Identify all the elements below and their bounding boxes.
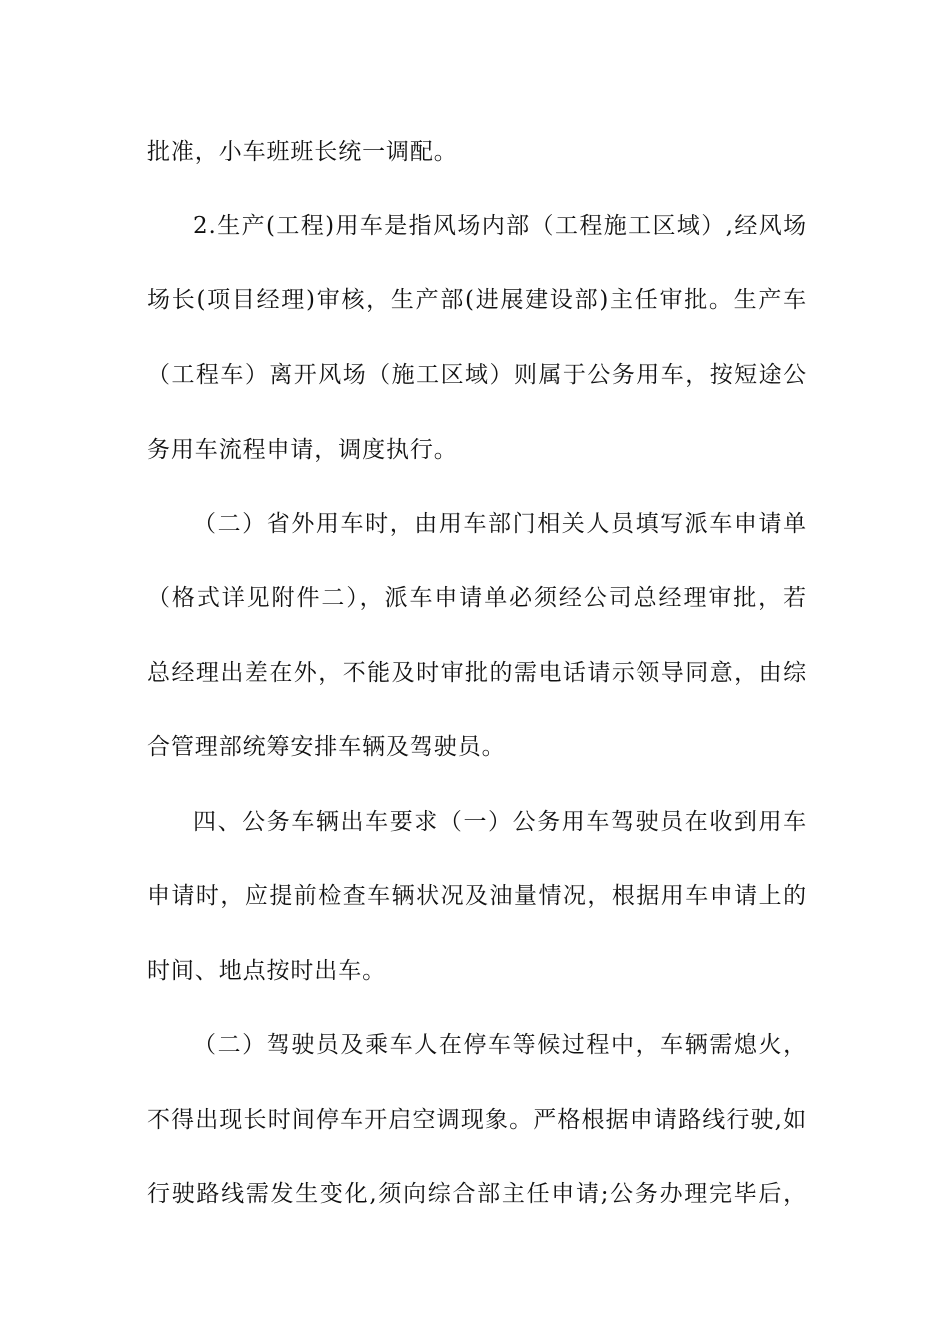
text-line: （工程车）离开风场（施工区域）则属于公务用车，按短途公 bbox=[147, 362, 807, 388]
text-line: （格式详见附件二），派车申请单必须经公司总经理审批，若 bbox=[147, 585, 807, 611]
text-line: 行驶路线需发生变化,须向综合部主任申请;公务办理完毕后， bbox=[147, 1181, 807, 1207]
text-line: 不得出现长时间停车开启空调现象。严格根据申请路线行驶,如 bbox=[147, 1107, 807, 1133]
paragraph-first-line: 四、公务车辆出车要求（一）公务用车驾驶员在收到用车 bbox=[193, 809, 807, 835]
text-line: 申请时，应提前检查车辆状况及油量情况，根据用车申请上的 bbox=[147, 883, 807, 909]
text-line: 时间、地点按时出车。 bbox=[147, 958, 386, 984]
text-line: 批准，小车班班长统一调配。 bbox=[147, 139, 458, 165]
text-line: 务用车流程申请，调度执行。 bbox=[147, 437, 458, 463]
text-line: 场长(项目经理)审核，生产部(进展建设部)主任审批。生产车 bbox=[147, 287, 807, 313]
text-line: 合管理部统筹安排车辆及驾驶员。 bbox=[147, 734, 506, 760]
paragraph-first-line: （二）省外用车时，由用车部门相关人员填写派车申请单 bbox=[193, 511, 807, 537]
text-line: 总经理出差在外，不能及时审批的需电话请示领导同意，由综 bbox=[147, 660, 807, 686]
paragraph-first-line: 2.生产(工程)用车是指风场内部（工程施工区域）,经风场 bbox=[193, 213, 807, 239]
paragraph-first-line: （二）驾驶员及乘车人在停车等候过程中，车辆需熄火， bbox=[193, 1032, 807, 1058]
